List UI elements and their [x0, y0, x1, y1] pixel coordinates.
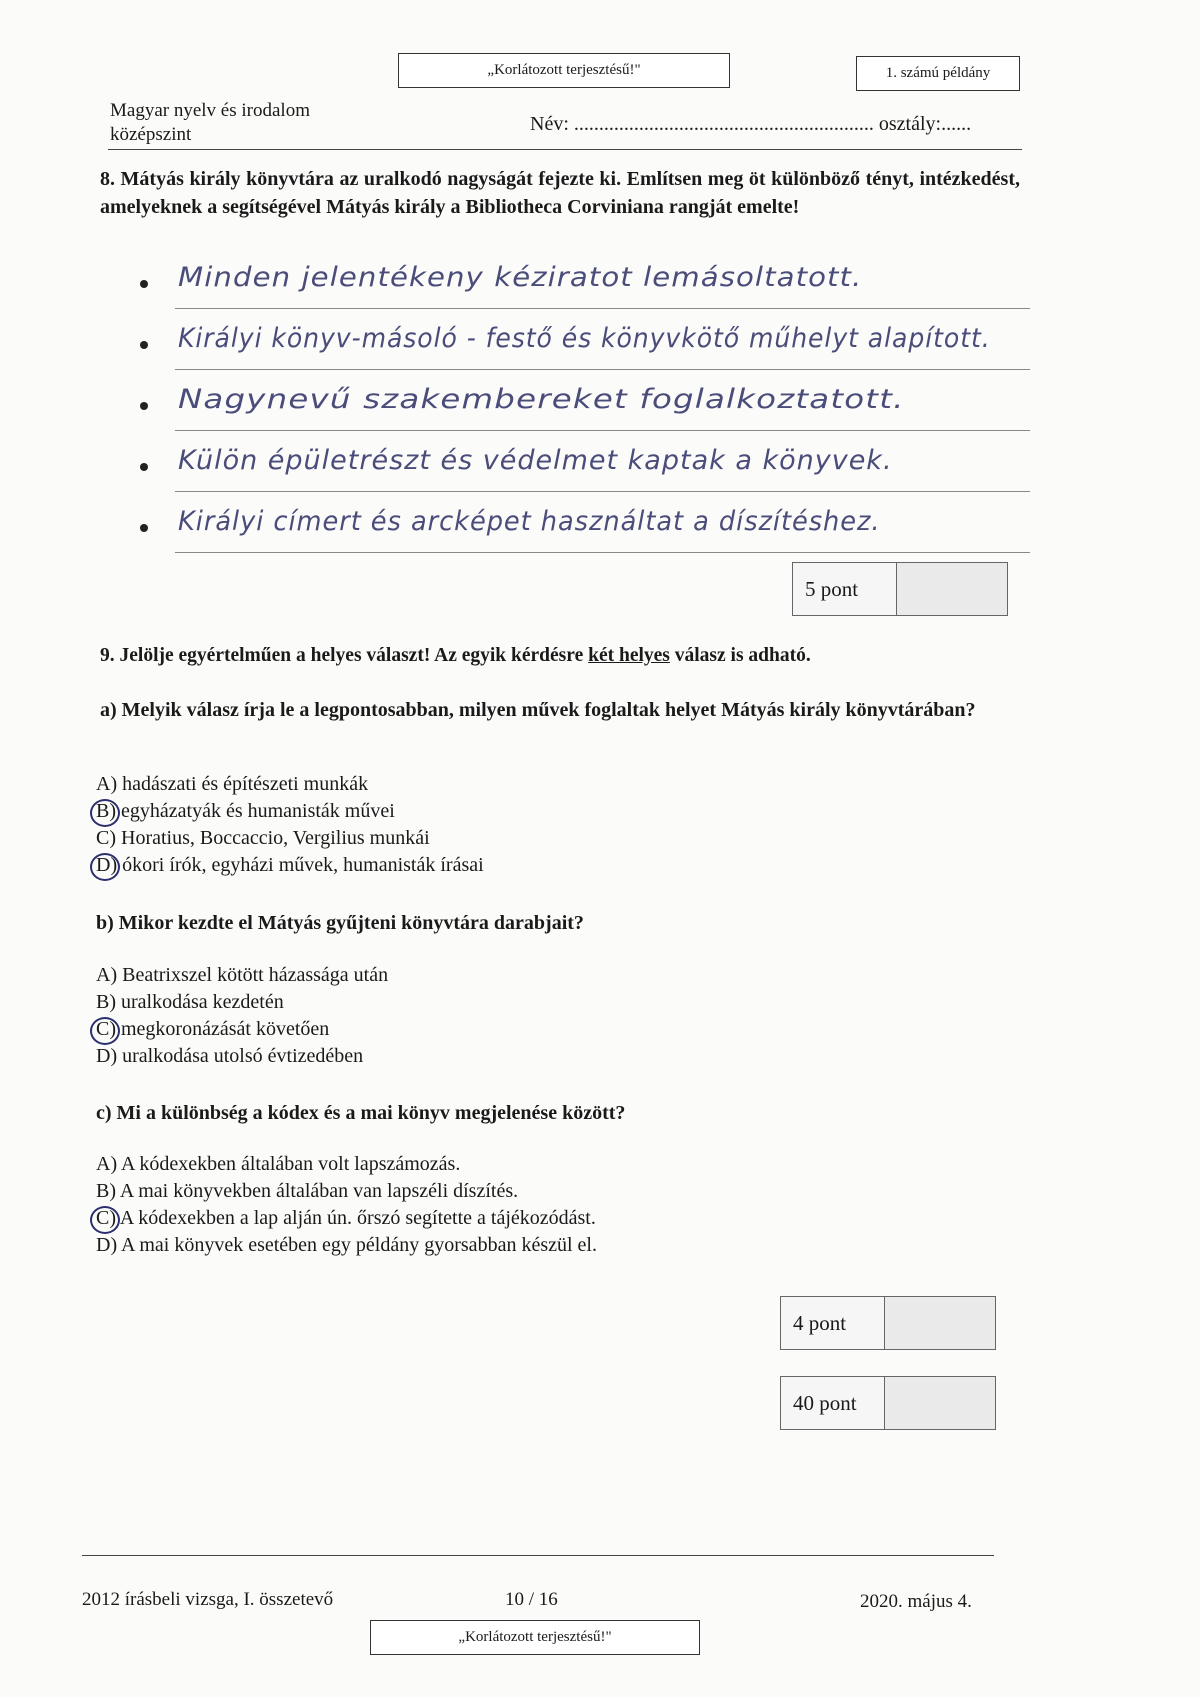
score-value-cell[interactable]: [897, 563, 1007, 615]
task9-score-box: [780, 1296, 996, 1350]
score-value-cell[interactable]: [885, 1297, 995, 1349]
answer-circle-icon: [90, 1017, 120, 1045]
task8-prompt: 8. Mátyás király könyvtára az uralkodó nagyságát fejezte ki. Említsen meg öt különböző tényt, intézkedést, amelyeknek a segítségével Mátyás király a Bibliotheca Corviniana rangját emelte!: [100, 168, 1020, 218]
option-b[interactable]: B) A mai könyvekben általában van lapszéli díszítés.: [96, 1180, 519, 1202]
option-text: B) egyházatyák és humanisták művei: [96, 800, 395, 822]
subject-line-1: Magyar nyelv és irodalom: [110, 100, 310, 121]
question-9c: c) Mi a különbség a kódex és a mai könyv megjelenése között?: [96, 1102, 626, 1124]
task8-score-box: [792, 562, 1008, 616]
subject-line-2: középszint: [110, 124, 192, 145]
handwritten-answer: Nagynevű szakembereket foglalkoztatott.: [178, 384, 905, 415]
bullet-icon: [140, 463, 148, 471]
task9-prompt-text: 9. Jelölje egyértelműen a helyes választ! Az egyik kérdésre: [100, 645, 589, 666]
footer-date: 2020. május 4.: [860, 1591, 972, 1612]
footer-divider: [82, 1555, 994, 1556]
option-text: C) A kódexekben a lap alján ún. őrszó segítette a tájékozódást.: [96, 1207, 596, 1229]
option-d[interactable]: D) A mai könyvek esetében egy példány gyorsabban készül el.: [96, 1234, 597, 1256]
footer-page-number: 10 / 16: [505, 1589, 558, 1610]
options-9a: [96, 771, 484, 879]
footer-exam-label: 2012 írásbeli vizsga, I. összetevő: [82, 1589, 334, 1610]
answer-row: [130, 506, 1090, 567]
answer-line: [175, 430, 1030, 431]
answer-circle-icon: [90, 853, 120, 881]
total-score-value-cell[interactable]: [885, 1377, 995, 1429]
option-c[interactable]: [96, 1016, 388, 1043]
task9-prompt-text-end: válasz is adható.: [669, 645, 811, 666]
bullet-icon: [140, 524, 148, 532]
answer-line: [175, 552, 1030, 553]
answer-circle-icon: [90, 1206, 120, 1234]
answer-row: [130, 262, 1090, 323]
handwritten-answer: Minden jelentékeny kéziratot lemásoltatott.: [178, 262, 863, 293]
option-a[interactable]: A) hadászati és építészeti munkák: [96, 773, 369, 795]
option-a[interactable]: A) Beatrixszel kötött házassága után: [96, 964, 389, 986]
subject-title: [110, 99, 310, 147]
score-label: 4 pont: [781, 1297, 885, 1349]
restricted-distribution-stamp: „Korlátozott terjesztésű!": [398, 53, 730, 88]
option-text: D) ókori írók, egyházi művek, humanisták írásai: [96, 854, 484, 876]
option-b[interactable]: [96, 798, 484, 825]
bullet-icon: [140, 341, 148, 349]
total-score-label: 40 pont: [781, 1377, 885, 1429]
option-d[interactable]: D) uralkodása utolsó évtizedében: [96, 1045, 364, 1067]
option-d[interactable]: [96, 852, 484, 879]
name-class-field: Név: ............................................................ osztály:......: [530, 113, 972, 135]
header-divider: [108, 149, 1022, 150]
option-b[interactable]: B) uralkodása kezdetén: [96, 991, 284, 1013]
handwritten-answer: Királyi címert és arcképet használtat a díszítéshez.: [178, 506, 881, 537]
answer-row: [130, 445, 1090, 506]
task8-answer-list: [130, 262, 1090, 567]
task9-prompt-underlined: két helyes: [588, 645, 670, 666]
option-c[interactable]: [96, 1205, 597, 1232]
answer-line: [175, 369, 1030, 370]
answer-row: [130, 323, 1090, 384]
answer-line: [175, 308, 1030, 309]
score-label: 5 pont: [793, 563, 897, 615]
option-text: C) megkoronázását követően: [96, 1018, 330, 1040]
answer-row: [130, 384, 1090, 445]
answer-line: [175, 491, 1030, 492]
question-9b: b) Mikor kezdte el Mátyás gyűjteni könyvtára darabjait?: [96, 912, 584, 934]
total-score-box: [780, 1376, 996, 1430]
options-9c: [96, 1151, 597, 1259]
handwritten-answer: Külön épületrészt és védelmet kaptak a könyvek.: [178, 445, 893, 476]
task9-prompt: [100, 645, 811, 667]
options-9b: [96, 962, 388, 1070]
bullet-icon: [140, 280, 148, 288]
answer-circle-icon: [90, 799, 120, 827]
bullet-icon: [140, 402, 148, 410]
footer-restricted-stamp: „Korlátozott terjesztésű!": [370, 1620, 700, 1655]
question-9a: a) Melyik válasz írja le a legpontosabban, milyen művek foglaltak helyet Mátyás király könyvtárában?: [100, 699, 976, 721]
copy-number-label: 1. számú példány: [856, 56, 1020, 91]
option-a[interactable]: A) A kódexekben általában volt lapszámozás.: [96, 1153, 461, 1175]
handwritten-answer: Királyi könyv-másoló - festő és könyvkötő műhelyt alapított.: [178, 323, 991, 354]
option-c[interactable]: C) Horatius, Boccaccio, Vergilius munkái: [96, 827, 430, 849]
